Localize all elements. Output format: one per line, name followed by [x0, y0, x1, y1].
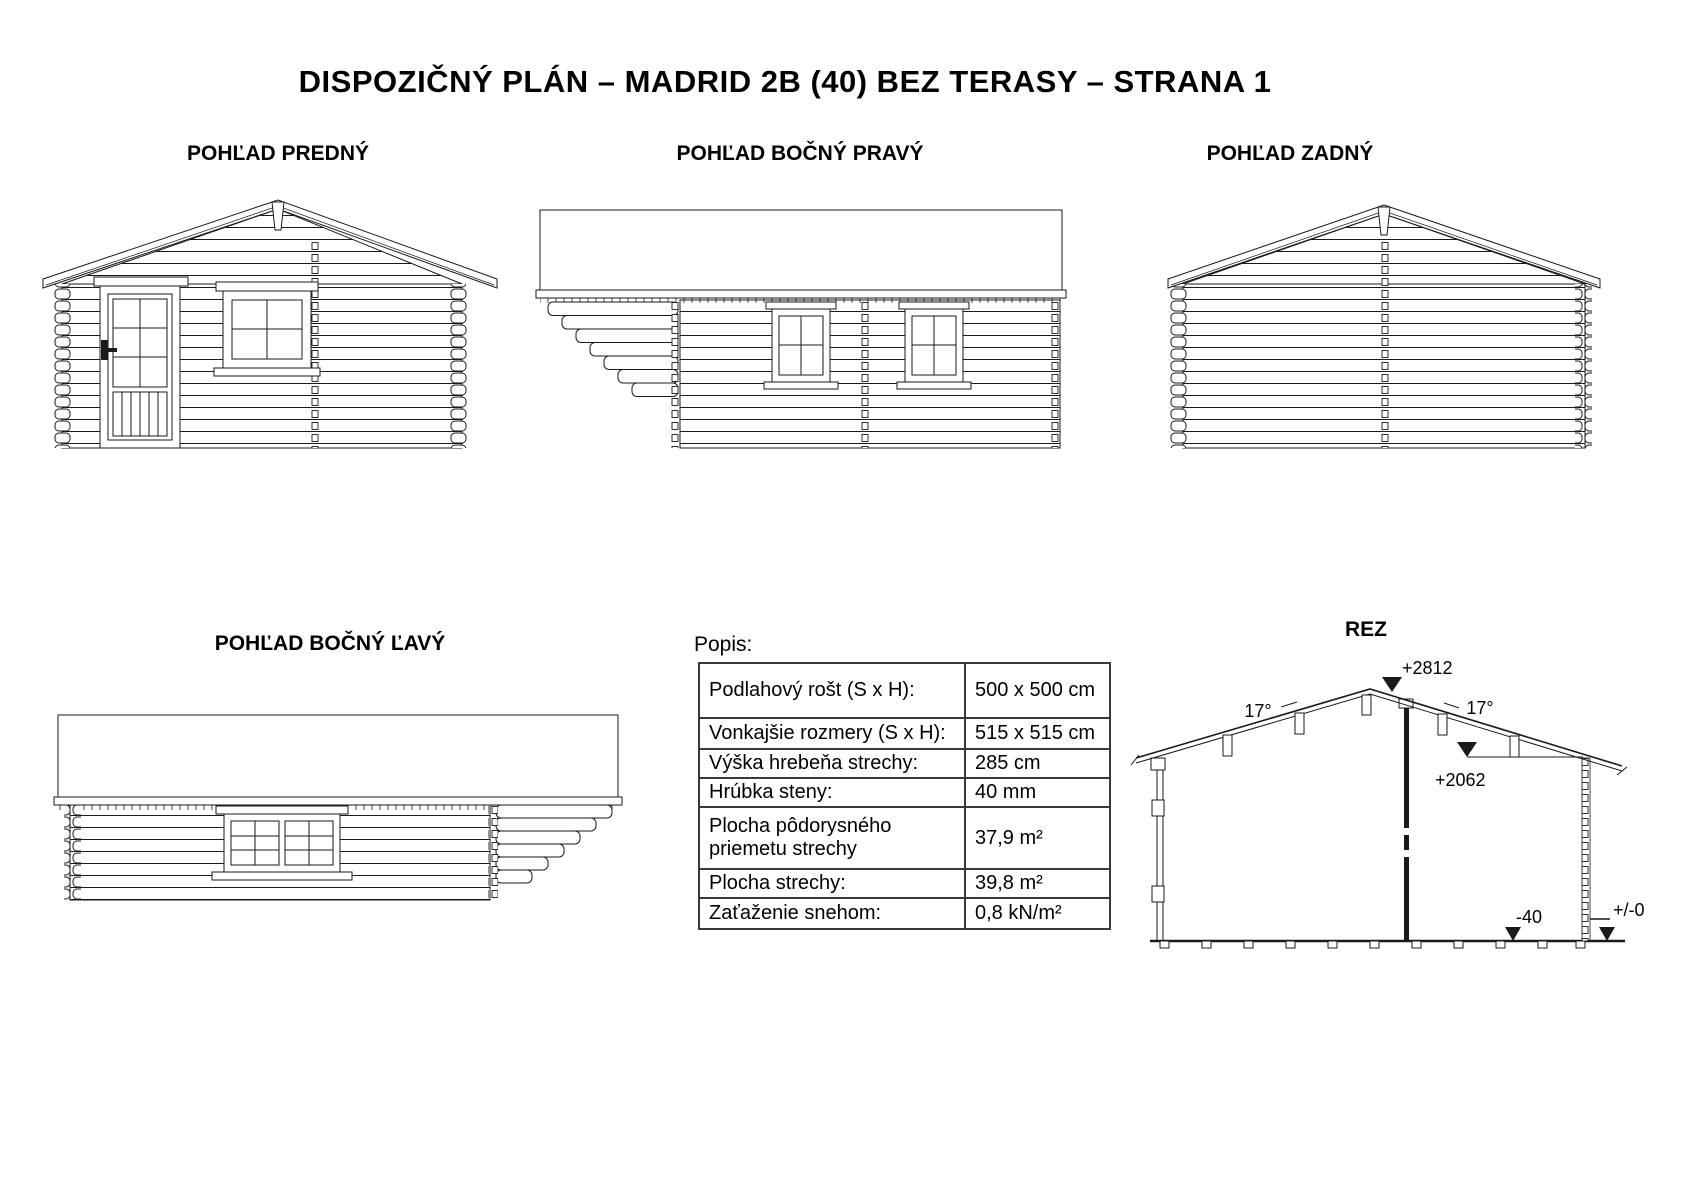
level-marker-icon: [1599, 927, 1615, 941]
front-window: [214, 282, 320, 376]
ridge-level-text: +2812: [1402, 658, 1453, 678]
section-left-wall: [1151, 758, 1165, 941]
left-roof: [58, 715, 618, 797]
right-window-2: [897, 302, 971, 389]
section-roof: [1136, 689, 1622, 766]
section-drawing: [1131, 658, 1645, 948]
spec-label: Podlahový rošt (S x H):: [699, 663, 965, 718]
level-marker-icon: [1457, 742, 1477, 757]
spec-label: Zaťaženie snehom:: [699, 898, 965, 929]
section-view-label: REZ: [1345, 618, 1387, 641]
front-overhang-log-steps: [548, 302, 678, 397]
spec-value: 37,9 m²: [965, 807, 1110, 869]
section-right-wall: [1582, 758, 1590, 941]
spec-value: 285 cm: [965, 749, 1110, 778]
section-center-wall: [1399, 699, 1413, 941]
wall-joint: [1379, 240, 1389, 448]
front-view-drawing: [43, 200, 497, 448]
back-view-label: POHĽAD ZADNÝ: [1206, 142, 1374, 165]
log-ends-right: [1575, 284, 1592, 448]
spec-label: Vonkajšie rozmery (S x H):: [699, 718, 965, 749]
right-roof: [540, 210, 1062, 290]
log-ends-left: [64, 805, 81, 900]
left-view-label: POHĽAD BOČNÝ ĽAVÝ: [214, 632, 446, 655]
right-view-drawing: [536, 210, 1066, 448]
spec-value: 500 x 500 cm: [965, 663, 1110, 718]
corner-joint: [670, 302, 680, 448]
spec-label: Hrúbka steny:: [699, 778, 965, 807]
front-overhang-log-steps: [496, 805, 612, 883]
spec-value: 40 mm: [965, 778, 1110, 807]
front-door: [94, 277, 188, 448]
level-marker-icon: [1505, 927, 1521, 941]
spec-value: 0,8 kN/m²: [965, 898, 1110, 929]
page-title: DISPOZIČNÝ PLÁN – MADRID 2B (40) BEZ TERASY – STRANA 1: [298, 64, 1272, 99]
log-ends-right: [450, 284, 467, 448]
back-view-drawing: [1168, 205, 1600, 448]
roof-angle-right-text: 17°: [1466, 698, 1494, 718]
left-window: [212, 806, 352, 880]
spec-label: Plocha pôdorysného priemetu strechy: [699, 807, 965, 869]
spec-value: 39,8 m²: [965, 869, 1110, 898]
left-view-drawing: [54, 715, 622, 900]
log-ends-left: [1170, 284, 1187, 448]
right-window-1: [764, 302, 838, 389]
level-marker-icon: [1382, 677, 1402, 692]
floor-level-text: -40: [1516, 907, 1543, 927]
spec-table-caption: Popis:: [694, 633, 753, 656]
roof-angle-left-text: 17°: [1244, 701, 1272, 721]
spec-value: 515 x 515 cm: [965, 718, 1110, 749]
corner-joint: [488, 805, 498, 900]
eaves-level-text: +2062: [1435, 770, 1486, 790]
right-eave-fascia: [536, 290, 1066, 298]
corner-joint: [1050, 302, 1060, 448]
right-view-label: POHĽAD BOČNÝ PRAVÝ: [676, 142, 924, 165]
front-view-label: POHĽAD PREDNÝ: [186, 142, 370, 165]
spec-label: Plocha strechy:: [699, 869, 965, 898]
wall-joint: [860, 302, 870, 448]
log-ends-left: [54, 284, 71, 448]
left-eave-fascia: [54, 797, 622, 805]
ground-level-text: +/-0: [1613, 900, 1645, 920]
spec-label: Výška hrebeňa strechy:: [699, 749, 965, 778]
